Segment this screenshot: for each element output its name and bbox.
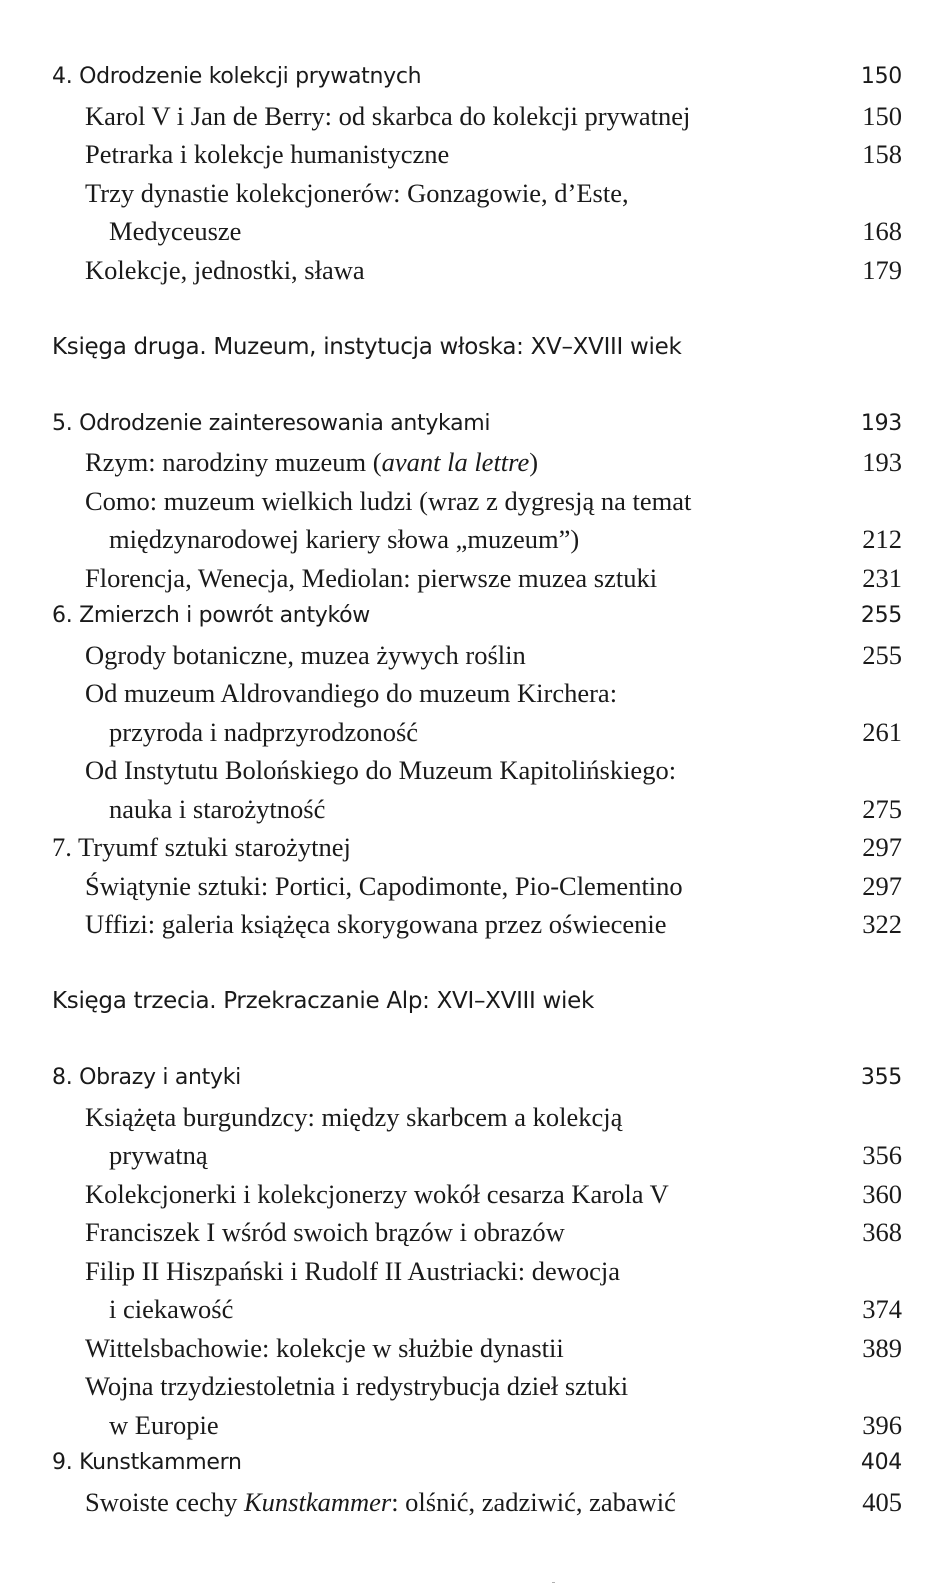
toc-page-number: 360: [862, 1178, 902, 1209]
toc-entry: [52, 1406, 902, 1445]
toc-entry-text: Karol V i Jan de Berry: od skarbca do kolekcji prywatnej: [85, 100, 691, 131]
toc-entry-text: Świątynie sztuki: Portici, Capodimonte, Pio-Clementino: [85, 870, 683, 901]
toc-entry: [52, 1367, 902, 1406]
toc-entry-title: [52, 58, 851, 97]
toc-entry: [52, 1329, 902, 1368]
toc-entry-text: Od muzeum Aldrovandiego do muzeum Kirchera:: [85, 678, 618, 708]
toc-entry-text: w Europie: [109, 1409, 219, 1440]
toc-entry: [52, 674, 902, 713]
toc-entry-title: [52, 1444, 851, 1483]
toc-entry-text: 9. Kunstkammern: [52, 1450, 242, 1475]
toc-entry: [52, 251, 902, 290]
toc-entry-text: Rzym: narodziny muzeum (: [85, 447, 382, 477]
toc-entry-title: [85, 1367, 892, 1406]
toc-entry-text: Kolekcje, jednostki, sława: [85, 254, 365, 285]
toc-page-number: 405: [862, 1486, 902, 1517]
toc-entry-text: Kolekcjonerki i kolekcjonerzy wokół cesarza Karola V: [85, 1178, 669, 1209]
toc-entry: [52, 1136, 902, 1175]
toc-page-number: 168: [862, 216, 902, 246]
toc-entry-text: przyroda i nadprzyrodzoność: [109, 716, 419, 747]
toc-chapter-entry: [52, 597, 902, 636]
toc-entry-title: [85, 1483, 852, 1522]
toc-entry-title: [85, 905, 852, 944]
toc-chapter-entry: [52, 828, 902, 867]
toc-entry-title: [85, 1252, 892, 1291]
toc-entry-text: Wojna trzydziestoletnia i redystrybucja dzieł sztuki: [85, 1371, 629, 1401]
toc-entry-text: 7. Tryumf sztuki starożytnej: [52, 832, 351, 862]
toc-entry: [52, 1098, 902, 1137]
toc-entry: [52, 790, 902, 829]
table-of-contents: [52, 58, 902, 1521]
toc-entry-text: 4. Odrodzenie kolekcji prywatnych: [52, 64, 422, 89]
toc-entry-text-after: ): [529, 447, 539, 477]
toc-entry-title: [52, 405, 851, 444]
toc-entry: [52, 212, 902, 251]
toc-entry-title: [109, 212, 852, 251]
toc-page-number: 297: [862, 870, 902, 901]
toc-entry-italic: Kunstkammer: [243, 1486, 392, 1517]
toc-page-number: 322: [862, 909, 902, 939]
toc-entry-title: [52, 1059, 851, 1098]
toc-entry-title: [85, 174, 892, 213]
book-heading: Księga trzecia. Przekraczanie Alp: XVI–XVIII wiek: [52, 988, 594, 1014]
toc-entry: [52, 867, 902, 906]
toc-page-number: 193: [860, 410, 902, 436]
toc-entry-title: [85, 674, 892, 713]
toc-entry-title: [85, 867, 852, 906]
toc-entry-title: [109, 1290, 852, 1329]
toc-entry: [52, 559, 902, 598]
toc-chapter-entry: [52, 1059, 902, 1098]
toc-entry-title: [85, 636, 852, 675]
toc-entry-text: Franciszek I wśród swoich brązów i obrazów: [85, 1217, 565, 1247]
toc-entry: [52, 443, 902, 482]
toc-entry-text: 8. Obrazy i antyki: [52, 1065, 241, 1090]
toc-entry: [52, 520, 902, 559]
toc-entry-title: [85, 1098, 892, 1137]
toc-entry-title: [85, 135, 852, 174]
toc-page-number: 404: [860, 1450, 902, 1475]
toc-entry-title: [85, 1213, 852, 1252]
toc-entry-title: [85, 559, 852, 598]
section-gap: [52, 1021, 902, 1060]
toc-entry-text: Ogrody botaniczne, muzea żywych roślin: [85, 639, 526, 670]
toc-page-number: 231: [862, 562, 902, 593]
toc-entry-title: [85, 1329, 852, 1368]
toc-page-number: 255: [862, 639, 902, 670]
toc-entry: [52, 1175, 902, 1214]
toc-entry-title: [85, 751, 892, 790]
toc-entry: [52, 751, 902, 790]
toc-page-number: 368: [862, 1217, 902, 1247]
toc-entry: [52, 97, 902, 136]
toc-entry-title: [109, 1136, 852, 1175]
toc-entry-text: Filip II Hiszpański i Rudolf II Austriacki: dewocja: [85, 1255, 621, 1286]
toc-entry-text: nauka i starożytność: [109, 793, 326, 824]
toc-entry-text: Swoiste cechy: [85, 1486, 244, 1517]
toc-entry-title: [85, 251, 852, 290]
toc-entry-text: Wittelsbachowie: kolekcje w służbie dynastii: [85, 1332, 564, 1363]
toc-page-number: 355: [860, 1065, 902, 1090]
toc-entry-text: 5. Odrodzenie zainteresowania antykami: [52, 410, 491, 436]
book-heading: Księga druga. Muzeum, instytucja włoska: XV–XVIII wiek: [52, 333, 682, 360]
toc-page-number: 297: [862, 832, 902, 862]
toc-page-number: 261: [862, 716, 902, 747]
toc-entry-text: Książęta burgundzcy: między skarbcem a kolekcją: [85, 1101, 623, 1132]
toc-entry-text: Petrarka i kolekcje humanistyczne: [85, 139, 450, 169]
toc-entry-text: Como: muzeum wielkich ludzi (wraz z dygresją na temat: [85, 485, 692, 516]
toc-entry-title: [109, 713, 852, 752]
toc-entry-text: Od Instytutu Bolońskiego do Muzeum Kapitolińskiego:: [85, 755, 677, 785]
toc-entry-text: 6. Zmierzch i powrót antyków: [52, 603, 371, 628]
toc-entry-text: Trzy dynastie kolekcjonerów: Gonzagowie, d’Este,: [85, 177, 629, 208]
toc-chapter-entry: [52, 58, 902, 97]
toc-page-number: 193: [862, 447, 902, 477]
toc-page-number: 374: [862, 1294, 902, 1324]
toc-entry-text: i ciekawość: [109, 1294, 234, 1324]
toc-entry-text: Florencja, Wenecja, Mediolan: pierwsze muzea sztuki: [85, 562, 658, 593]
toc-page-number: 255: [860, 603, 902, 628]
toc-entry-title: [52, 597, 851, 636]
toc-page-number: 396: [862, 1409, 902, 1440]
toc-page-number: 356: [862, 1140, 902, 1170]
toc-entry-title: [85, 1175, 852, 1214]
toc-entry: [52, 905, 902, 944]
toc-entry-title: [85, 482, 892, 521]
toc-entry-text-after: : olśnić, zadziwić, zabawić: [391, 1486, 676, 1517]
toc-entry: [52, 482, 902, 521]
toc-entry: [52, 174, 902, 213]
toc-entry-title: [85, 97, 852, 136]
toc-page-number: 150: [862, 100, 902, 131]
toc-page-number: 158: [862, 139, 902, 169]
toc-entry-title: [52, 828, 852, 867]
toc-entry-text: prywatną: [109, 1140, 208, 1170]
toc-entry-text: Medyceusze: [109, 216, 242, 246]
toc-chapter-entry: [52, 1444, 902, 1483]
toc-page-number: 389: [862, 1332, 902, 1363]
toc-entry: [52, 1290, 902, 1329]
toc-entry: [52, 135, 902, 174]
section-gap: [52, 366, 902, 405]
toc-entry: [52, 713, 902, 752]
toc-page-number: 212: [862, 524, 902, 554]
toc-entry: [52, 1213, 902, 1252]
toc-entry: [52, 1252, 902, 1291]
toc-page-number: 275: [862, 793, 902, 824]
toc-entry: [52, 636, 902, 675]
toc-entry-title: [109, 790, 852, 829]
toc-entry-title: [109, 1406, 852, 1445]
section-gap: [52, 944, 902, 983]
toc-entry-italic: avant la lettre: [381, 447, 530, 477]
toc-entry-text: Uffizi: galeria książęca skorygowana przez oświecenie: [85, 909, 667, 939]
section-gap: [52, 289, 902, 328]
toc-entry-title: [85, 443, 852, 482]
toc-entry-text: międzynarodowej kariery słowa „muzeum”): [109, 524, 580, 554]
toc-page-number: 179: [862, 254, 902, 285]
toc-entry: [52, 1483, 902, 1522]
toc-entry-title: [109, 520, 852, 559]
page-mark: [552, 1582, 555, 1583]
toc-page-number: 150: [860, 64, 902, 89]
toc-chapter-entry: [52, 405, 902, 444]
